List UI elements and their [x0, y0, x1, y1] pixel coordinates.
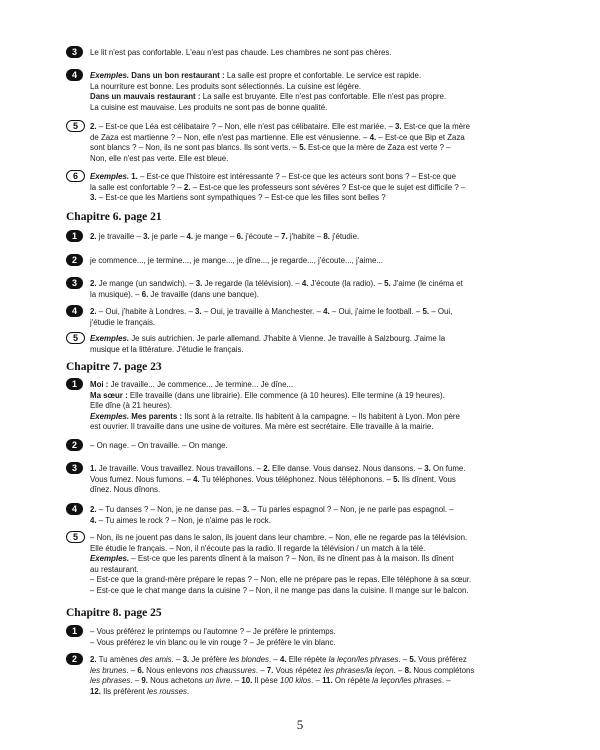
exercise-line: Dans un mauvais restaurant : La salle est bruyante. Elle n'est pas confortable. Elle n'est pas propre.: [90, 92, 447, 102]
chapter-heading: Chapitre 7. page 23: [66, 361, 162, 373]
chapter-heading: Chapitre 8. page 25: [66, 607, 162, 619]
exercise-c7-5: [72, 532, 538, 597]
exercise-number-badge: 6: [66, 170, 85, 182]
exercise-line: 2. je travaille – 3. je parle – 4. je mange – 6. j'écoute – 7. j'habite – 8. j'étudie.: [90, 232, 360, 241]
exercise-line: 2. – Tu danses ? – Non, je ne danse pas. – 3. – Tu parles espagnol ? – Non, je ne parle pas espagnol. –: [90, 505, 454, 514]
exercise-line: – Vous préférez le printemps ou l'automne ? – Je préfère le printemps.: [90, 627, 336, 636]
exercise-line: 3. – Est-ce que les Martiens sont sympathiques ? – Est-ce que les filles sont belles ?: [90, 193, 386, 203]
exercise-number-badge: 3: [66, 277, 83, 289]
exercise-number-badge: 5: [66, 120, 85, 132]
exercise-line: La nourriture est bonne. Les produits sont sélectionnés. La cuisine est légère.: [90, 81, 362, 91]
chapter-heading: Chapitre 6. page 21: [66, 211, 162, 223]
exercise-line: la musique). – 6. Je travaille (dans une banque).: [90, 289, 259, 299]
exercise-c5-6: [72, 171, 538, 204]
exercise-number-badge: 3: [66, 46, 83, 58]
page-number: 5: [296, 717, 304, 732]
exercise-number-badge: 1: [66, 230, 83, 242]
exercise-number-badge: 1: [66, 625, 83, 637]
exercise-number-badge: 4: [66, 503, 83, 515]
exercise-line: 2. – Est-ce que Léa est célibataire ? – Non, elle n'est pas célibataire. Elle est mariée. – 3. Est-ce que la mère: [90, 122, 471, 131]
exercise-line: 2. Je mange (un sandwich). – 3. Je regarde (la télévision). – 4. J'écoute (la radio). – 5. J'aime (le cinéma et: [90, 279, 463, 288]
exercise-line: La cuisine est mauvaise. Les produits ne sont pas de bonne qualité.: [90, 102, 328, 112]
exercise-c7-3: [71, 463, 538, 496]
exercise-line: est ouvrier. Il travaille dans une usine de voitures. Ma mère est secrétaire. Elle travaille à la mairie.: [90, 422, 434, 432]
exercise-number-badge: 3: [66, 462, 83, 474]
exercise-line: – Non, ils ne jouent pas dans le salon, ils jouent dans leur chambre. – Non, elle ne regarde pas la télévision.: [90, 533, 468, 542]
exercise-line: Exemples. – Est-ce que les parents dînent à la maison ? – Non, ils ne dînent pas à la maison. Ils dînent: [90, 554, 454, 564]
exercise-line: 2. Tu amènes des amis. – 3. Je préfère les blondes. – 4. Elle répète la leçon/les phrases. – 5. Vous préférez: [90, 655, 467, 664]
exercise-line: – Est-ce que le chat mange dans la cuisine ? – Non, il ne mange pas dans la cuisine. Il mange sur le balcon.: [90, 585, 469, 595]
exercise-c5-3: [71, 47, 538, 59]
exercise-number-badge: 5: [66, 332, 85, 344]
exercise-number-badge: 5: [66, 531, 85, 543]
exercise-c6-5: [72, 333, 538, 355]
exercise-c6-1: [71, 231, 538, 243]
exercise-line: Le lit n'est pas confortable. L'eau n'est pas chaude. Les chambres ne sont pas chères.: [90, 48, 392, 57]
exercise-line: musique et la littérature. J'étudie le français.: [90, 344, 244, 354]
exercise-line: 2. – Oui, j'habite à Londres. – 3. – Oui, je travaille à Manchester. – 4. – Oui, j'aime le football. – 5. – Oui,: [90, 307, 453, 316]
exercise-c8-1: [71, 626, 538, 648]
exercise-c5-4: [71, 70, 538, 113]
exercise-line: dînez. Nous dînons.: [90, 485, 161, 495]
exercise-line: Vous fumez. Nous fumons. – 4. Tu téléphones. Vous téléphonez. Nous téléphonons. – 5. Ils dînent. Vous: [90, 474, 456, 484]
exercise-line: les phrases. – 9. Nous achetons un livre. – 10. Il pèse 100 kilos. – 11. On répète la leçon/les phrases. –: [90, 676, 451, 686]
exercise-number-badge: 4: [66, 305, 83, 317]
exercise-c5-5: [72, 121, 538, 164]
exercise-c6-4: [71, 306, 538, 328]
exercise-line: Exemples. Dans un bon restaurant : La salle est propre et confortable. Le service est rapide.: [90, 71, 422, 80]
exercise-line: les brunes. – 6. Nous enlevons nos chaussures. – 7. Vous répétez les phrases/la leçon. – 8. Nous complétons: [90, 665, 475, 675]
exercise-c8-2: [71, 654, 538, 697]
exercise-line: je commence..., je termine..., je mange..., je dîne..., je regarde..., j'écoute..., j'aime...: [90, 256, 383, 265]
exercise-c7-4: [71, 504, 538, 526]
exercise-line: de Zaza est martienne ? – Non, elle n'est pas martienne. Elle est vénusienne. – 4. – Est-ce que Bip et Zaza: [90, 132, 465, 142]
exercise-line: Elle étudie le français. – Non, il n'écoute pas la radio. Il regarde la télévision / un match à la télé.: [90, 543, 426, 553]
exercise-c6-2: [71, 255, 538, 267]
exercise-line: Elle dîne (à 21 heures).: [90, 401, 173, 411]
exercise-line: au restaurant.: [90, 564, 139, 574]
exercise-number-badge: 2: [66, 254, 83, 266]
exercise-c7-1: [71, 379, 538, 433]
exercise-line: – On nage. – On travaille. – On mange.: [90, 441, 228, 450]
exercise-c7-2: [71, 440, 538, 452]
exercise-line: 12. Ils préfèrent les rousses.: [90, 686, 190, 696]
exercise-line: – Vous préférez le vin blanc ou le vin rouge ? – Je préfère le vin blanc.: [90, 637, 336, 647]
exercise-line: Ma sœur : Elle travaille (dans une librairie). Elle commence (à 10 heures). Elle termine (à 19 heures).: [90, 390, 445, 400]
exercise-line: Exemples. Je suis autrichien. Je parle allemand. J'habite à Vienne. Je travaille à Salzbourg. J'aime la: [90, 334, 446, 343]
exercise-c6-3: [71, 278, 538, 300]
exercise-line: Moi : Je travaille... Je commence... Je termine... Je dîne...: [90, 380, 294, 389]
exercise-number-badge: 4: [66, 69, 83, 81]
exercise-line: sont blancs ? – Non, ils ne sont pas blancs. Ils sont verts. – 5. Est-ce que la mère de Zaza est verte ? –: [90, 143, 451, 153]
exercise-line: 1. Je travaille. Vous travaillez. Nous travaillons. – 2. Elle danse. Vous dansez. Nous dansons. – 3. On fume.: [90, 464, 466, 473]
exercise-number-badge: 2: [66, 653, 83, 665]
exercise-line: Exemples. 1. – Est-ce que l'histoire est intéressante ? – Est-ce que les acteurs sont bons ? – Est-ce que: [90, 172, 457, 181]
exercise-number-badge: 1: [66, 378, 83, 390]
exercise-number-badge: 2: [66, 439, 83, 451]
exercise-line: Exemples. Mes parents : Ils sont à la retraite. Ils habitent à la campagne. – Ils habitent à Lyon. Mon père: [90, 411, 460, 421]
exercise-line: Non, elle n'est pas verte. Elle est bleue.: [90, 153, 229, 163]
exercise-line: 4. – Tu aimes le rock ? – Non, je n'aime pas le rock.: [90, 515, 271, 525]
exercise-line: j'étudie le français.: [90, 317, 156, 327]
exercise-line: la salle est confortable ? – 2. – Est-ce que les professeurs sont sévères ? Est-ce que le sujet est difficile ? –: [90, 182, 466, 192]
exercise-line: – Est-ce que la grand-mère prépare le repas ? – Non, elle ne prépare pas le repas. Elle téléphone à sa sœur.: [90, 575, 472, 585]
